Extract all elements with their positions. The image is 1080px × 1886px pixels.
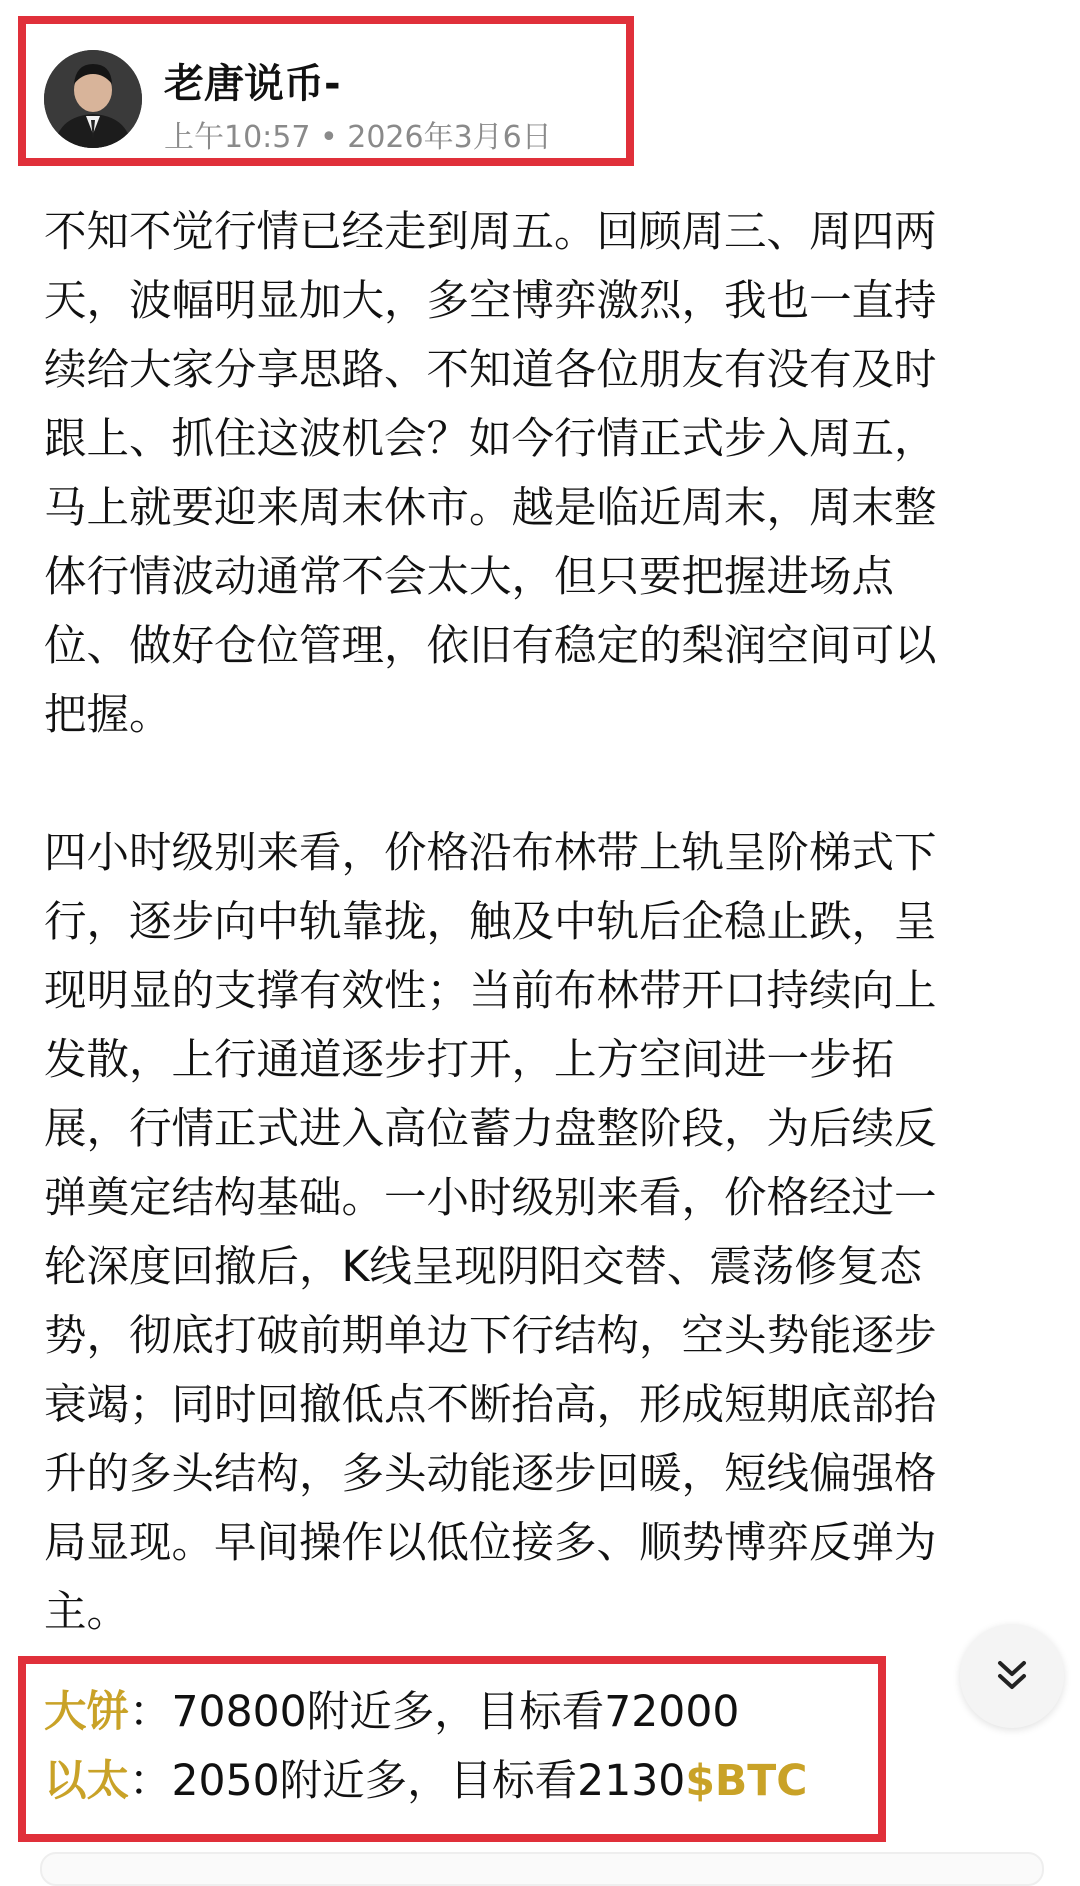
- post-line: 升的多头结构，多头动能逐步回暖，短线偏强格: [44, 1450, 937, 1499]
- meta-separator: •: [310, 120, 348, 155]
- double-chevron-down-icon: [992, 1656, 1032, 1696]
- signal-line-eth: [44, 1747, 808, 1816]
- post-line: 天，波幅明显加大，多空博弈激烈，我也一直持: [44, 277, 937, 326]
- post-date: 2026年3月6日: [347, 120, 552, 155]
- author-avatar[interactable]: [44, 50, 142, 148]
- post-line: 轮深度回撤后，K线呈现阴阳交替、震荡修复态: [44, 1243, 922, 1292]
- post-line: 把握。: [44, 691, 172, 740]
- post-line: 四小时级别来看，价格沿布林带上轨呈阶梯式下: [44, 829, 937, 878]
- coin-label-eth: 以太: [44, 1757, 130, 1806]
- post-line: 现明显的支撑有效性；当前布林带开口持续向上: [44, 967, 937, 1016]
- post-line: 势，彻底打破前期单边下行结构，空头势能逐步: [44, 1312, 937, 1361]
- scroll-down-button[interactable]: [960, 1624, 1064, 1728]
- cashtag-btc-link[interactable]: $BTC: [685, 1757, 808, 1806]
- signal-text-btc: ：70800附近多，目标看72000: [129, 1688, 740, 1737]
- signal-text-eth: ：2050附近多，目标看2130: [129, 1757, 686, 1806]
- post-timestamp: [164, 112, 552, 156]
- post-line: 位、做好仓位管理，依旧有稳定的梨润空间可以: [44, 622, 937, 671]
- signal-line-btc: [44, 1678, 808, 1747]
- avatar-portrait-icon: [44, 50, 142, 148]
- post-time: 上午10:57: [164, 120, 311, 155]
- post-line: 体行情波动通常不会太大，但只要把握进场点: [44, 553, 895, 602]
- post-line: 跟上、抓住这波机会？如今行情正式步入周五，: [44, 415, 937, 464]
- post-line: 续给大家分享思路、不知道各位朋友有没有及时: [44, 346, 937, 395]
- author-name[interactable]: 老唐说币-: [164, 61, 341, 107]
- post-line: 马上就要迎来周末休市。越是临近周末，周末整: [44, 484, 937, 533]
- post-line: 主。: [44, 1588, 130, 1637]
- coin-label-btc: 大饼: [44, 1688, 130, 1737]
- post-line: 不知不觉行情已经走到周五。回顾周三、周四两: [44, 208, 937, 257]
- trade-signals: [44, 1678, 808, 1816]
- post-line: 衰竭；同时回撤低点不断抬高，形成短期底部抬: [44, 1381, 937, 1430]
- post-line: 展，行情正式进入高位蓄力盘整阶段，为后续反: [44, 1105, 937, 1154]
- paragraph-gap: [44, 750, 1044, 819]
- post-line: 弹奠定结构基础。一小时级别来看，价格经过一: [44, 1174, 937, 1223]
- post-body: [44, 198, 1044, 1647]
- post-line: 发散，上行通道逐步打开，上方空间进一步拓: [44, 1036, 895, 1085]
- post-line: 行，逐步向中轨靠拢，触及中轨后企稳止跌，呈: [44, 898, 937, 947]
- next-card-edge: [40, 1852, 1044, 1886]
- post-line: 局显现。早间操作以低位接多、顺势博弈反弹为: [44, 1519, 937, 1568]
